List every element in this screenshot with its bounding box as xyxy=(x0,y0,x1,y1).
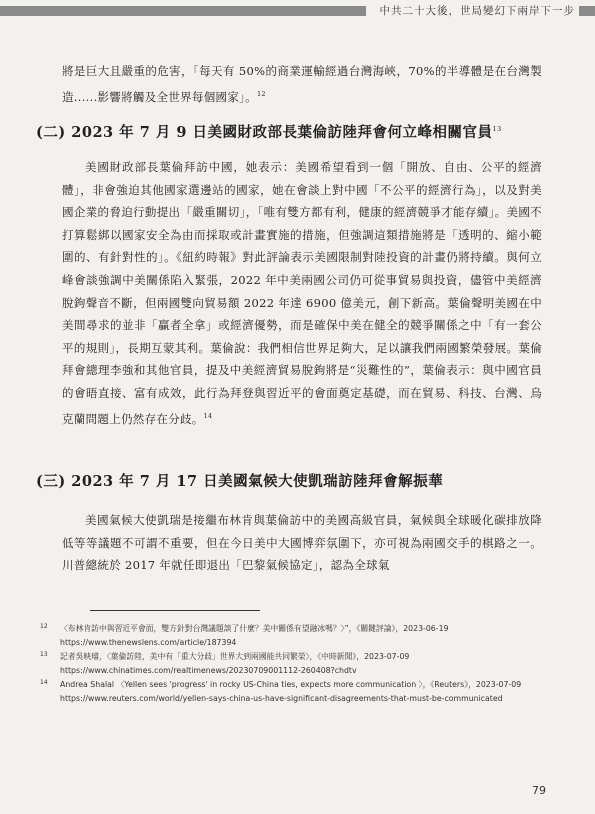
footnote-body xyxy=(48,650,540,677)
footnote-number: 12 xyxy=(40,623,48,630)
section-heading-text: (二) 2023 年 7 月 9 日美國財政部長葉倫訪陸拜會何立峰相關官員 xyxy=(36,124,493,141)
footnote-body xyxy=(48,678,540,705)
footnote-citation: 〈布林肯訪中與習近平會面，雙方針對台灣議題談了什麼？美中關係有望融冰嗎？〉”，《關鍵評論》，2023-06-19 xyxy=(60,624,449,633)
paragraph-text: 美國財政部長葉倫拜訪中國，她表示：美國希望看到一個「開放、自由、公平的經濟體」，非會強迫其他國家選邊站的國家，她在會談上對中國「不公平的經濟行為」，以及對美國企業的脅迫行動提出「嚴重關切」，「唯有雙方都有利，健康的經濟競爭才能存續」。美國不打算鬆綁以國家安全為由而採取或計畫實施的措施，但強調這類措施將是「透明的、縮小範圍的、有針對性的」。《紐約時報》對此評論表示美國限制對陸投資的計畫仍將持續。與何立峰會談強調中美關係陷入緊張，2022 年中美兩國公司仍可從事貿易與投資，儘管中美經濟脫鉤聲音不斷，但兩國雙向貿易額 2022 年達 6900 億美元，創下新高。葉倫聲明美國在中美間尋求的並非「贏者全拿」或經濟優勢，而是確保中美在健全的競爭關係之中「有一套公平的規則」，長期互蒙其利。葉倫說：我們相信世界足夠大，足以讓我們兩國繁榮發展。葉倫拜會總理李強和其他官員，提及中美經濟貿易脫鉤將是“災難性的”，葉倫表示：與中國官員的會晤直接、富有成效，此行為拜登與習近平的會面奠定基礎，而在貿易、科技、台灣、烏克蘭問題上仍然存在分歧。 xyxy=(62,160,542,426)
running-header-title: 中共二十大後，世局變幻下兩岸下一步 xyxy=(366,0,580,22)
footnote-12 xyxy=(40,622,540,649)
paragraph-yellen-visit xyxy=(62,156,542,430)
footnote-url-link[interactable]: https://www.chinatimes.com/realtimenews/20230709001112-260408?chdtv xyxy=(60,665,357,675)
footnote-number: 13 xyxy=(40,651,48,658)
paragraph-text: 美國氣候大使凱瑞是接繼布林肯與葉倫訪中的美國高級官員，氣候與全球暖化碳排放降低等等議題不可謂不重要，但在今日美中大國博弈氛圍下，亦可視為兩國交手的棋路之一。川普總統於 2017 年就任即退出「巴黎氣候協定」，認為全球氣 xyxy=(62,513,542,573)
paragraph-kerry-visit xyxy=(62,509,542,577)
footnote-citation: 記者吳映璿，〈葉倫訪陸，美中有「重大分歧」世界大到兩國能共同繁榮〉，《中時新聞》，2023-07-09 xyxy=(60,652,410,661)
footnote-citation: Andrea Shalal 〈Yellen sees 'progress' in rocky US-China ties, expects more communication 〉，《Reuters》，2023-07-09 xyxy=(60,680,522,689)
footnote-ref[interactable]: 14 xyxy=(203,411,213,420)
section-heading-3 xyxy=(36,470,556,491)
page-number: 79 xyxy=(532,784,546,797)
footnotes xyxy=(40,622,540,706)
section-heading-2 xyxy=(36,121,556,142)
footnote-url-link[interactable]: https://www.thenewslens.com/article/187394 xyxy=(60,637,237,647)
paragraph-continued xyxy=(62,60,542,108)
footnote-number: 14 xyxy=(40,679,48,686)
footnote-ref[interactable]: 13 xyxy=(492,125,502,134)
footnote-url-link[interactable]: https://www.reuters.com/world/yellen-says-china-us-have-significant-disagreements-that-must-be-communicated xyxy=(60,693,503,703)
footnote-13 xyxy=(40,650,540,677)
footnote-14 xyxy=(40,678,540,705)
footnote-divider xyxy=(90,610,260,611)
footnote-ref[interactable]: 12 xyxy=(256,89,266,98)
footnote-body xyxy=(48,622,540,649)
header-bar xyxy=(0,0,595,26)
paragraph-text: 將是巨大且嚴重的危害，「每天有 50%的商業運輸經過台灣海峽，70%的半導體是在台灣製造......影響將觸及全世界每個國家」。 xyxy=(62,64,542,104)
section-heading-text: (三) 2023 年 7 月 17 日美國氣候大使凱瑞訪陸拜會解振華 xyxy=(36,473,444,490)
